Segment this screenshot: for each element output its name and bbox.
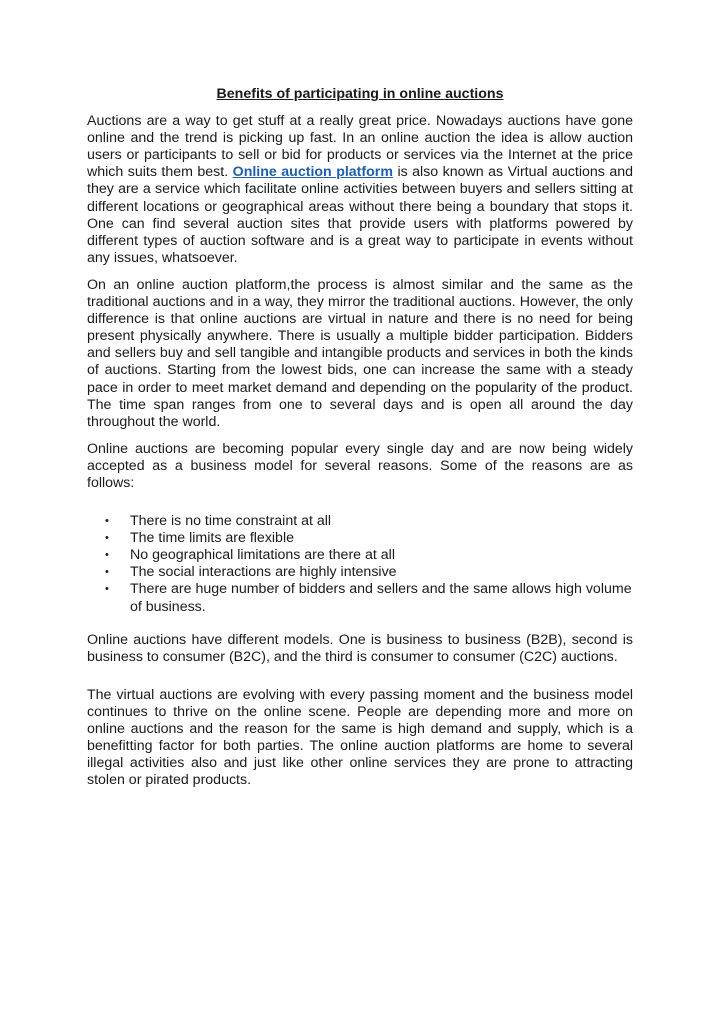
list-item-text: There are huge number of bidders and sellers and the same allows high volume of business. (130, 581, 632, 615)
list-item-text: The time limits are flexible (130, 530, 294, 547)
conclusion-paragraph: The virtual auctions are evolving with every passing moment and the business model continues to thrive on the online scene. People are depending more and more on online auctions and the reason for the same is high demand and supply, which is a benefitting factor for both parties. The online auction platforms are home to several illegal activities also and just like other online services they are prone to attracting stolen or pirated products. (87, 686, 633, 789)
reasons-intro-paragraph: Online auctions are becoming popular every single day and are now being widely accepted as a business model for several reasons. Some of the reasons are as follows: (87, 440, 633, 491)
intro-text-after-link: is also known as Virtual auctions and they are a service which facilitate online activities between buyers and sellers sitting at different locations or geographical areas without there being a boundary that stops it. One can find several auction sites that provide users with platforms powered by different types of auction software and is a great way to participate in events without any issues, whatsoever. (87, 164, 634, 266)
list-item (87, 513, 633, 530)
list-item-text: No geographical limitations are there at all (130, 547, 395, 564)
list-item (87, 530, 633, 547)
models-paragraph: Online auctions have different models. One is business to business (B2B), second is business to consumer (B2C), and the third is consumer to consumer (C2C) auctions. (87, 631, 633, 665)
list-item (87, 564, 633, 581)
list-item-text: The social interactions are highly intensive (130, 564, 397, 581)
intro-paragraph (87, 113, 633, 267)
intro-text-before-link: Auctions are a way to get stuff at a really great price. Nowadays auctions have gone online and the trend is picking up fast. In an online auction the idea is allow auction users or participants to sell or bid for products or services via the Internet at the price which suits them best. (87, 113, 633, 181)
bullet-icon: • (105, 549, 109, 562)
online-auction-platform-link[interactable]: Online auction platform (232, 164, 393, 181)
process-paragraph: On an online auction platform,the process is almost similar and the same as the traditional auctions and in a way, they mirror the traditional auctions. However, the only difference is that online auctions are virtual in nature and there is no need for being present physically anywhere. There is usually a multiple bidder participation. Bidders and sellers buy and sell tangible and intangible products and services in both the kinds of auctions. Starting from the lowest bids, one can increase the same with a steady pace in order to meet market demand and depending on the popularity of the product. The time span ranges from one to several days and is open all around the day throughout the world. (87, 276, 633, 430)
reasons-list (87, 513, 633, 616)
list-item (87, 547, 633, 564)
list-item-text: There is no time constraint at all (130, 513, 332, 530)
document-title: Benefits of participating in online auctions (216, 86, 504, 102)
list-item (87, 581, 633, 615)
bullet-icon: • (105, 532, 109, 545)
bullet-icon: • (105, 515, 109, 528)
bullet-icon: • (105, 566, 109, 579)
document-page (87, 86, 633, 799)
bullet-icon: • (105, 583, 109, 596)
